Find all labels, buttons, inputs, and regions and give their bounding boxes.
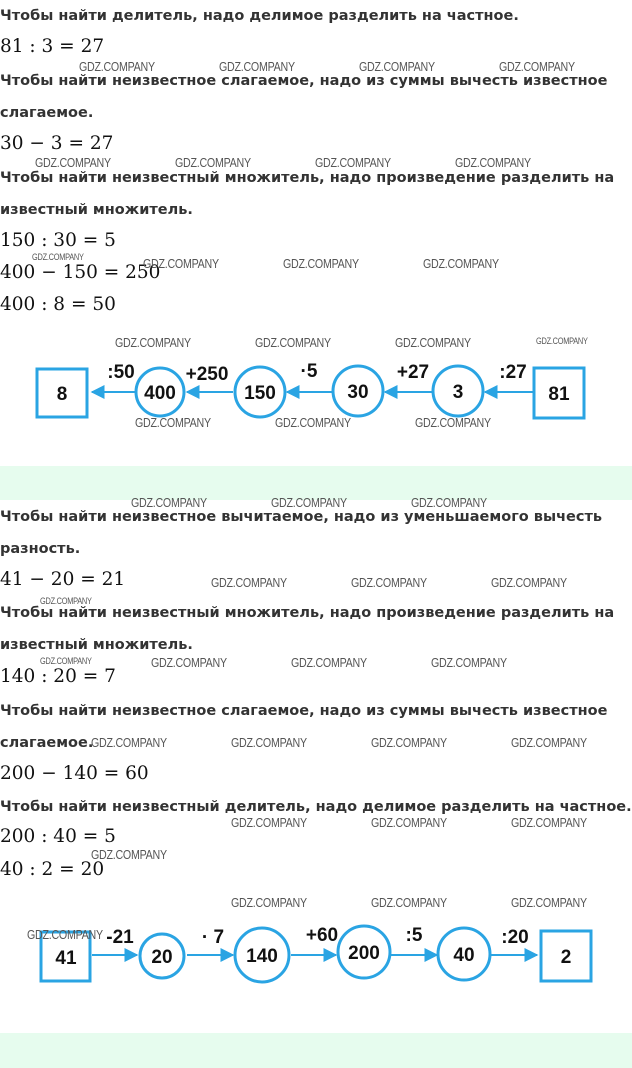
watermark: GDZ.COMPANY (231, 815, 307, 830)
equation: 200 : 40 = 5 (0, 826, 116, 847)
rule-text: Чтобы найти делитель, надо делимое разделить на частное. (0, 8, 519, 24)
node-value: 20 (151, 947, 173, 968)
watermark: GDZ.COMPANY (32, 252, 84, 262)
rule-text: Чтобы найти неизвестное слагаемое, надо из суммы вычесть известное (0, 73, 608, 89)
watermark: GDZ.COMPANY (536, 336, 588, 346)
operation-label: +250 (185, 364, 229, 385)
watermark: GDZ.COMPANY (231, 895, 307, 910)
watermark: GDZ.COMPANY (291, 655, 367, 670)
watermark: GDZ.COMPANY (275, 415, 351, 430)
watermark: GDZ.COMPANY (315, 155, 391, 170)
node-value: 140 (246, 946, 278, 967)
watermark: GDZ.COMPANY (143, 256, 219, 271)
operation-label: -21 (106, 927, 134, 948)
watermark: GDZ.COMPANY (359, 59, 435, 74)
equation: 150 : 30 = 5 (0, 230, 116, 251)
watermark: GDZ.COMPANY (511, 815, 587, 830)
watermark: GDZ.COMPANY (511, 735, 587, 750)
rule-text: Чтобы найти неизвестный делитель, надо делимое разделить на частное. (0, 799, 632, 815)
equation: 200 − 140 = 60 (0, 763, 149, 784)
operation-label: +60 (305, 925, 339, 946)
operation-label: ·5 (300, 361, 318, 382)
node-value: 30 (347, 382, 369, 403)
rule-text: Чтобы найти неизвестный множитель, надо произведение разделить на (0, 605, 615, 621)
watermark: GDZ.COMPANY (415, 415, 491, 430)
watermark: GDZ.COMPANY (491, 575, 567, 590)
watermark: GDZ.COMPANY (395, 335, 471, 350)
watermark: GDZ.COMPANY (115, 335, 191, 350)
node-value: 81 (548, 384, 570, 405)
watermark: GDZ.COMPANY (79, 59, 155, 74)
watermark: GDZ.COMPANY (219, 59, 295, 74)
node-value: 40 (453, 945, 475, 966)
watermark: GDZ.COMPANY (271, 495, 347, 510)
node-value: 200 (348, 943, 380, 964)
equation: 41 − 20 = 21 (0, 569, 126, 590)
rule-text: известный множитель. (0, 637, 193, 653)
watermark: GDZ.COMPANY (35, 155, 111, 170)
equation: 30 − 3 = 27 (0, 133, 114, 154)
watermark: GDZ.COMPANY (499, 59, 575, 74)
rule-text: Чтобы найти неизвестное вычитаемое, надо из уменьшаемого вычесть (0, 509, 603, 525)
watermark: GDZ.COMPANY (351, 575, 427, 590)
watermark: GDZ.COMPANY (423, 256, 499, 271)
watermark: GDZ.COMPANY (231, 735, 307, 750)
equation: 400 − 150 = 250 (0, 262, 161, 283)
operation-label: +27 (396, 362, 430, 383)
watermark: GDZ.COMPANY (411, 495, 487, 510)
rule-text: известный множитель. (0, 202, 193, 218)
section-separator (0, 1033, 632, 1068)
equation: 400 : 8 = 50 (0, 294, 116, 315)
rule-text: разность. (0, 541, 81, 557)
watermark: GDZ.COMPANY (135, 415, 211, 430)
rule-text: Чтобы найти неизвестное слагаемое, надо из суммы вычесть известное (0, 703, 608, 719)
node-value: 2 (560, 947, 572, 968)
watermark: GDZ.COMPANY (211, 575, 287, 590)
watermark: GDZ.COMPANY (91, 847, 167, 862)
node-value: 8 (56, 384, 68, 405)
watermark: GDZ.COMPANY (175, 155, 251, 170)
watermark: GDZ.COMPANY (283, 256, 359, 271)
operation-label: :27 (499, 362, 527, 383)
watermark: GDZ.COMPANY (371, 735, 447, 750)
operation-label: · 7 (201, 927, 225, 948)
rule-text: Чтобы найти неизвестный множитель, надо произведение разделить на (0, 170, 615, 186)
node-value: 150 (244, 383, 276, 404)
rule-text: слагаемое. (0, 735, 94, 751)
watermark: GDZ.COMPANY (511, 895, 587, 910)
operation-label: :20 (501, 927, 529, 948)
watermark: GDZ.COMPANY (91, 735, 167, 750)
watermark: GDZ.COMPANY (255, 335, 331, 350)
rule-text: слагаемое. (0, 105, 94, 121)
node-value: 400 (144, 383, 176, 404)
watermark: GDZ.COMPANY (40, 656, 92, 666)
watermark: GDZ.COMPANY (151, 655, 227, 670)
equation: 140 : 20 = 7 (0, 666, 116, 687)
watermark: GDZ.COMPANY (40, 596, 92, 606)
operation-label: :5 (405, 925, 423, 946)
watermark: GDZ.COMPANY (371, 815, 447, 830)
watermark: GDZ.COMPANY (371, 895, 447, 910)
watermark: GDZ.COMPANY (431, 655, 507, 670)
watermark: GDZ.COMPANY (131, 495, 207, 510)
equation: 40 : 2 = 20 (0, 859, 105, 880)
node-value: 3 (452, 382, 464, 403)
operation-label: :50 (107, 362, 135, 383)
node-value: 41 (55, 948, 77, 969)
watermark: GDZ.COMPANY (455, 155, 531, 170)
equation: 81 : 3 = 27 (0, 36, 105, 57)
watermark: GDZ.COMPANY (27, 927, 103, 942)
